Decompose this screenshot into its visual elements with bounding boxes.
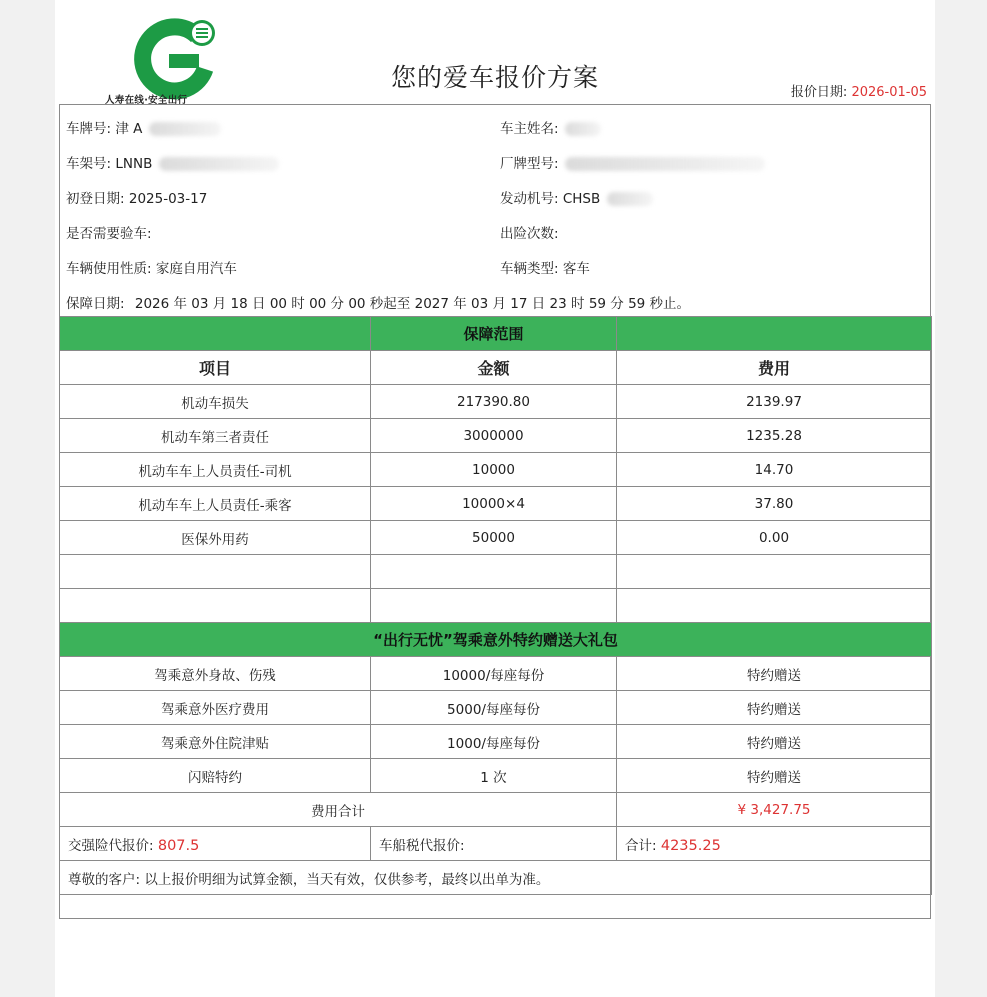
redaction-blur bbox=[149, 122, 221, 136]
sum-value: 4235.25 bbox=[660, 837, 721, 854]
owner-label: 车主姓名: bbox=[500, 121, 559, 137]
table-cell: 机动车车上人员责任-司机 bbox=[60, 453, 371, 487]
table-cell: 特约赠送 bbox=[617, 691, 932, 725]
info-row bbox=[60, 245, 930, 280]
table-cell: 驾乘意外住院津贴 bbox=[60, 725, 371, 759]
table-cell: 1235.28 bbox=[617, 419, 932, 453]
redaction-blur bbox=[565, 122, 601, 136]
column-header: 项目 bbox=[60, 351, 371, 385]
inspection-label: 是否需要验车: bbox=[66, 226, 152, 242]
grand-total bbox=[617, 827, 932, 861]
type-label: 车辆类型: bbox=[500, 261, 559, 277]
notice-text: 尊敬的客户: 以上报价明细为试算金额，当天有效，仅供参考，最终以出单为准。 bbox=[60, 861, 932, 895]
usage-label: 车辆使用性质: bbox=[66, 261, 152, 277]
info-row bbox=[60, 175, 930, 210]
table-row bbox=[60, 691, 932, 725]
plate-value: 津 A bbox=[115, 121, 143, 137]
period-label: 保障日期: bbox=[66, 296, 125, 312]
type-value: 客车 bbox=[562, 261, 590, 277]
coverage-section-header bbox=[60, 317, 932, 351]
table-row bbox=[60, 657, 932, 691]
table-cell: 医保外用药 bbox=[60, 521, 371, 555]
table-cell: 机动车第三者责任 bbox=[60, 419, 371, 453]
table-cell: 10000 bbox=[371, 453, 617, 487]
gift-section-header bbox=[60, 623, 932, 657]
quote-date-value: 2026-01-05 bbox=[851, 85, 927, 100]
redaction-blur bbox=[607, 192, 653, 206]
table-cell: 机动车车上人员责任-乘客 bbox=[60, 487, 371, 521]
table-cell: 1 次 bbox=[371, 759, 617, 793]
column-header: 金额 bbox=[371, 351, 617, 385]
vessel-tax-quote bbox=[371, 827, 617, 861]
table-cell bbox=[617, 317, 932, 351]
period-value: 2026 年 03 月 18 日 00 时 00 分 00 秒起至 2027 年 03 月 17 日 23 时 59 分 59 秒止。 bbox=[134, 296, 691, 312]
table-cell: 驾乘意外医疗费用 bbox=[60, 691, 371, 725]
compulsory-quote bbox=[60, 827, 371, 861]
coverage-column-headers bbox=[60, 351, 932, 385]
table-row bbox=[60, 453, 932, 487]
compulsory-label: 交强险代报价: bbox=[68, 837, 154, 854]
table-cell: 3000000 bbox=[371, 419, 617, 453]
table-cell: 闪赔特约 bbox=[60, 759, 371, 793]
vin-value: LNNB bbox=[115, 156, 153, 172]
engine-label: 发动机号: bbox=[500, 191, 559, 207]
sum-label: 合计: bbox=[625, 837, 657, 854]
fee-total-value: ¥ 3,427.75 bbox=[617, 793, 932, 827]
info-row bbox=[60, 280, 930, 315]
redaction-blur bbox=[565, 157, 765, 171]
redaction-blur bbox=[159, 157, 279, 171]
table-cell: 机动车损失 bbox=[60, 385, 371, 419]
reg-date-value: 2025-03-17 bbox=[128, 191, 208, 207]
table-cell: 1000/每座每份 bbox=[371, 725, 617, 759]
info-row bbox=[60, 140, 930, 175]
table-row bbox=[60, 385, 932, 419]
engine-value: CHSB bbox=[562, 191, 601, 207]
empty-row bbox=[60, 555, 932, 589]
table-cell: 驾乘意外身故、伤残 bbox=[60, 657, 371, 691]
plate-label: 车牌号: bbox=[66, 121, 112, 137]
summary-row bbox=[60, 827, 932, 861]
table-cell: 10000×4 bbox=[371, 487, 617, 521]
vessel-tax-label: 车船税代报价: bbox=[379, 837, 465, 854]
logo-slogan: 人寿在线·安全出行 bbox=[105, 95, 188, 106]
quote-page bbox=[55, 0, 935, 997]
column-header: 费用 bbox=[617, 351, 932, 385]
reg-date-label: 初登日期: bbox=[66, 191, 125, 207]
table-cell: 37.80 bbox=[617, 487, 932, 521]
table-cell: 50000 bbox=[371, 521, 617, 555]
claims-label: 出险次数: bbox=[500, 226, 559, 242]
info-row bbox=[60, 210, 930, 245]
table-cell: 10000/每座每份 bbox=[371, 657, 617, 691]
table-cell: 特约赠送 bbox=[617, 759, 932, 793]
quote-sheet bbox=[59, 104, 931, 919]
table-row bbox=[60, 521, 932, 555]
coverage-section-title: 保障范围 bbox=[371, 317, 617, 351]
table-row bbox=[60, 487, 932, 521]
table-cell: 2139.97 bbox=[617, 385, 932, 419]
page-title: 您的爱车报价方案 bbox=[390, 63, 599, 92]
quote-table bbox=[59, 316, 932, 895]
table-row bbox=[60, 419, 932, 453]
compulsory-value: 807.5 bbox=[157, 837, 200, 854]
table-cell bbox=[60, 317, 371, 351]
fee-total-label: 费用合计 bbox=[60, 793, 617, 827]
empty-row bbox=[60, 589, 932, 623]
table-row bbox=[60, 725, 932, 759]
vin-label: 车架号: bbox=[66, 156, 112, 172]
table-cell: 217390.80 bbox=[371, 385, 617, 419]
quote-date-label: 报价日期: bbox=[790, 85, 848, 100]
table-cell: 5000/每座每份 bbox=[371, 691, 617, 725]
table-cell: 0.00 bbox=[617, 521, 932, 555]
table-row bbox=[60, 759, 932, 793]
fee-total-row bbox=[60, 793, 932, 827]
table-cell: 特约赠送 bbox=[617, 657, 932, 691]
info-row bbox=[60, 105, 930, 140]
quote-date bbox=[791, 81, 927, 100]
gift-section-title: “出行无忧”驾乘意外特约赠送大礼包 bbox=[60, 623, 932, 657]
table-cell: 特约赠送 bbox=[617, 725, 932, 759]
table-cell: 14.70 bbox=[617, 453, 932, 487]
usage-value: 家庭自用汽车 bbox=[155, 261, 237, 277]
notice-row bbox=[60, 861, 932, 895]
model-label: 厂牌型号: bbox=[500, 156, 559, 172]
